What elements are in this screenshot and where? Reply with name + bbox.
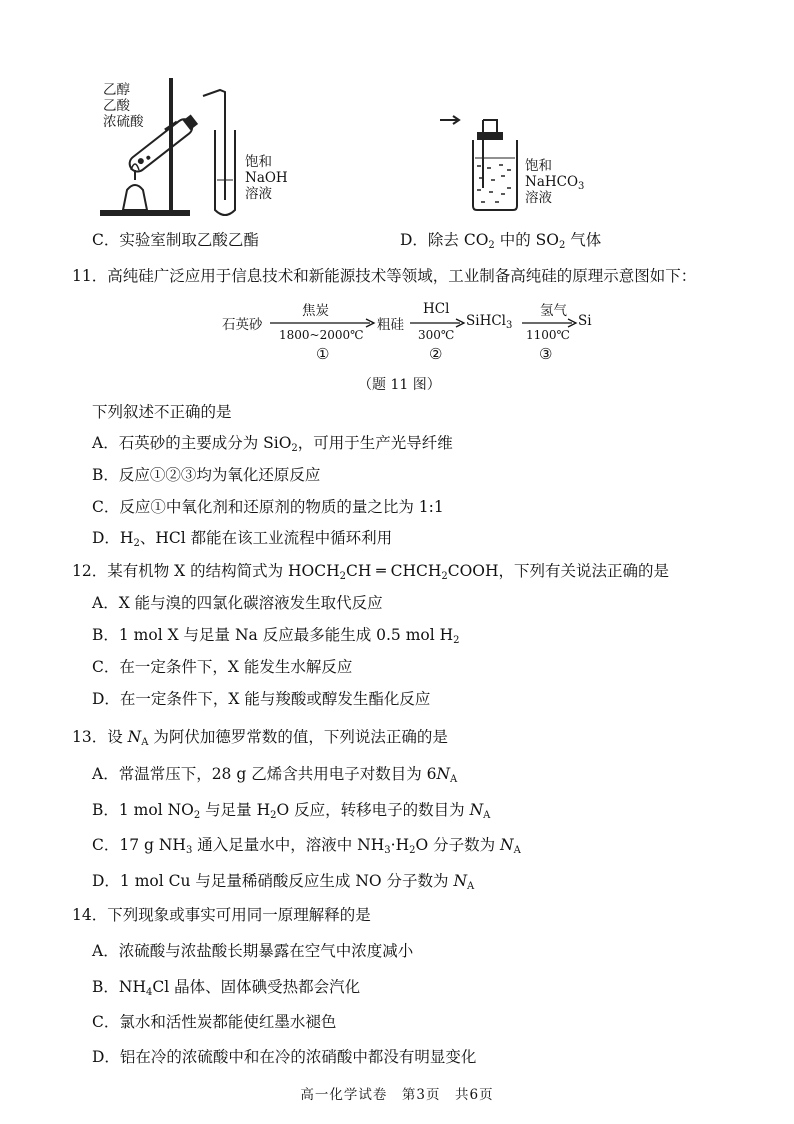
q13-s-1: 13．设 bbox=[72, 728, 128, 746]
apparatus-c-label-acetic-acid: 乙酸 bbox=[103, 98, 130, 114]
q11-option-d bbox=[92, 528, 392, 548]
q13-option-c bbox=[92, 835, 521, 855]
q13-s-n: N bbox=[127, 728, 142, 746]
apparatus-c-caption: C．实验室制取乙酸乙酯 bbox=[92, 231, 259, 249]
q11-flow-n1: ① bbox=[316, 345, 330, 363]
q13-c-s3: 2 bbox=[409, 845, 416, 856]
q13-b-s2: 2 bbox=[270, 810, 277, 821]
q13-c-sub: A bbox=[513, 845, 521, 856]
q13-d-sub: A bbox=[467, 881, 475, 892]
q11-flow-r3-top: 氢气 bbox=[540, 303, 567, 319]
q11-flow-r1-top: 焦炭 bbox=[302, 303, 329, 319]
q12-s-s2: 2 bbox=[441, 571, 448, 582]
q12-s-2: CH ═ CHCH bbox=[346, 562, 442, 580]
q11-option-c: C．反应①中氧化剂和还原剂的物质的量之比为 1:1 bbox=[92, 498, 444, 516]
q14-b-1: B．NH bbox=[92, 978, 146, 996]
q12-option-b bbox=[92, 625, 460, 645]
q11-a-s: 2 bbox=[291, 443, 298, 454]
q12-option-a: A．X 能与溴的四氯化碳溶液发生取代反应 bbox=[92, 594, 383, 612]
d-cap-a: D．除去 CO bbox=[400, 231, 489, 249]
q13-s-2: 为阿伏加德罗常数的值，下列说法正确的是 bbox=[148, 728, 448, 746]
q14-b-2: Cl 晶体、固体碘受热都会汽化 bbox=[152, 978, 361, 996]
page-footer: 高一化学试卷 第3页 共6页 bbox=[300, 1087, 494, 1103]
q13-c-2: 通入足量水中，溶液中 NH bbox=[192, 836, 385, 854]
q11-d-s: 2 bbox=[133, 538, 140, 549]
q11-d-2: 、HCl 都能在该工业流程中循环利用 bbox=[139, 529, 393, 547]
q11-flow-mid1: 粗硅 bbox=[377, 317, 404, 333]
d-cap-s2: 2 bbox=[558, 240, 566, 251]
q13-c-s2: 3 bbox=[384, 845, 391, 856]
q14-option-c: C．氯水和活性炭都能使红墨水褪色 bbox=[92, 1013, 337, 1031]
q13-b-2: 与足量 H bbox=[200, 801, 271, 819]
q13-b-1: B．1 mol NO bbox=[92, 801, 194, 819]
q11-flow-r2-bottom: 300℃ bbox=[418, 328, 455, 342]
apparatus-d-label-1: 饱和 bbox=[525, 158, 552, 174]
q11-arrow-3 bbox=[522, 318, 578, 328]
apparatus-d-label-3: 溶液 bbox=[525, 190, 552, 206]
apparatus-d-diagram bbox=[435, 108, 535, 218]
q11-a-1: A．石英砂的主要成分为 SiO bbox=[92, 434, 292, 452]
q12-s-s1: 2 bbox=[339, 571, 347, 582]
q12-stem bbox=[72, 561, 669, 581]
q14-option-b bbox=[92, 977, 360, 997]
q13-b-n: N bbox=[469, 801, 484, 819]
d-cap-b: 中的 SO bbox=[494, 231, 559, 249]
q12-s-1: 12．某有机物 X 的结构简式为 HOCH bbox=[72, 562, 340, 580]
q12-b-s: 2 bbox=[453, 635, 460, 646]
q12-option-d: D．在一定条件下，X 能与羧酸或醇发生酯化反应 bbox=[92, 690, 431, 708]
apparatus-d-label-2-main: NaHCO bbox=[525, 174, 579, 190]
q13-c-1: C．17 g NH bbox=[92, 836, 186, 854]
q11-flow-r2-top: HCl bbox=[423, 301, 450, 317]
q11-option-a bbox=[92, 433, 453, 453]
q13-option-b bbox=[92, 800, 490, 820]
q11-flow-mid2-main: SiHCl bbox=[466, 313, 506, 329]
q11-arrow-1 bbox=[270, 318, 376, 328]
q11-prompt: 下列叙述不正确的是 bbox=[92, 403, 232, 421]
apparatus-c-label-sulfuric-acid: 浓硫酸 bbox=[103, 114, 144, 130]
d-cap-c: 气体 bbox=[565, 231, 602, 249]
q14-option-d: D．铝在冷的浓硫酸中和在冷的浓硝酸中都没有明显变化 bbox=[92, 1048, 477, 1066]
q13-a-n: N bbox=[436, 765, 451, 783]
q13-c-s1: 3 bbox=[185, 845, 193, 856]
q11-arrow-2 bbox=[410, 318, 466, 328]
q13-b-3: O 反应，转移电子的数目为 bbox=[276, 801, 470, 819]
q14-stem: 14．下列现象或事实可用同一原理解释的是 bbox=[72, 906, 371, 924]
q13-b-s1: 2 bbox=[193, 810, 201, 821]
q11-stem: 11．高纯硅广泛应用于信息技术和新能源技术等领域，工业制备高纯硅的原理示意图如下： bbox=[72, 267, 697, 285]
q11-flow-mid2 bbox=[466, 313, 512, 329]
q13-d-n: N bbox=[453, 872, 468, 890]
q11-option-b: B．反应①②③均为氧化还原反应 bbox=[92, 466, 321, 484]
apparatus-d-label-2 bbox=[525, 174, 584, 190]
q14-option-a: A．浓硫酸与浓盐酸长期暴露在空气中浓度减小 bbox=[92, 942, 414, 960]
q12-b-1: B．1 mol X 与足量 Na 反应最多能生成 0.5 mol H bbox=[92, 626, 454, 644]
q13-d-1: D．1 mol Cu 与足量稀硝酸反应生成 NO 分子数为 bbox=[92, 872, 454, 890]
apparatus-d-caption bbox=[400, 230, 601, 250]
q13-s-sub: A bbox=[141, 737, 149, 748]
q13-c-n: N bbox=[500, 836, 514, 854]
apparatus-d-label-2-sub: 3 bbox=[578, 181, 585, 192]
apparatus-c-label-ethanol: 乙醇 bbox=[103, 82, 130, 98]
q11-flow-r3-bottom: 1100℃ bbox=[526, 328, 570, 342]
q12-s-3: COOH，下列有关说法正确的是 bbox=[447, 562, 670, 580]
q11-flow-mid2-sub: 3 bbox=[506, 320, 513, 331]
q11-flow-end: Si bbox=[578, 313, 592, 329]
q11-flow-n3: ③ bbox=[539, 345, 553, 363]
d-cap-s1: 2 bbox=[488, 240, 495, 251]
q13-c-3: ·H bbox=[390, 836, 410, 854]
q11-flow-n2: ② bbox=[429, 345, 443, 363]
q11-flow-start: 石英砂 bbox=[222, 317, 263, 333]
q13-a-1: A．常温常压下，28 g 乙烯含共用电子对数目为 6 bbox=[92, 765, 437, 783]
apparatus-c-tube-label-3: 溶液 bbox=[245, 186, 272, 202]
q13-option-a bbox=[92, 764, 457, 784]
q13-c-4: O 分子数为 bbox=[415, 836, 501, 854]
apparatus-c-tube-label-1: 饱和 bbox=[245, 154, 272, 170]
q14-b-s: 4 bbox=[145, 987, 153, 998]
q11-d-1: D．H bbox=[92, 529, 134, 547]
q11-flow-r1-bottom: 1800~2000℃ bbox=[279, 328, 364, 342]
q13-stem bbox=[72, 727, 448, 747]
q11-a-2: ，可用于生产光导纤维 bbox=[297, 434, 453, 452]
q11-caption: （题 11 图） bbox=[358, 377, 441, 393]
q12-option-c: C．在一定条件下，X 能发生水解反应 bbox=[92, 658, 353, 676]
q13-b-sub: A bbox=[483, 810, 491, 821]
apparatus-c-tube-label-2: NaOH bbox=[245, 170, 288, 186]
q13-a-sub: A bbox=[450, 774, 458, 785]
q13-option-d bbox=[92, 871, 474, 891]
